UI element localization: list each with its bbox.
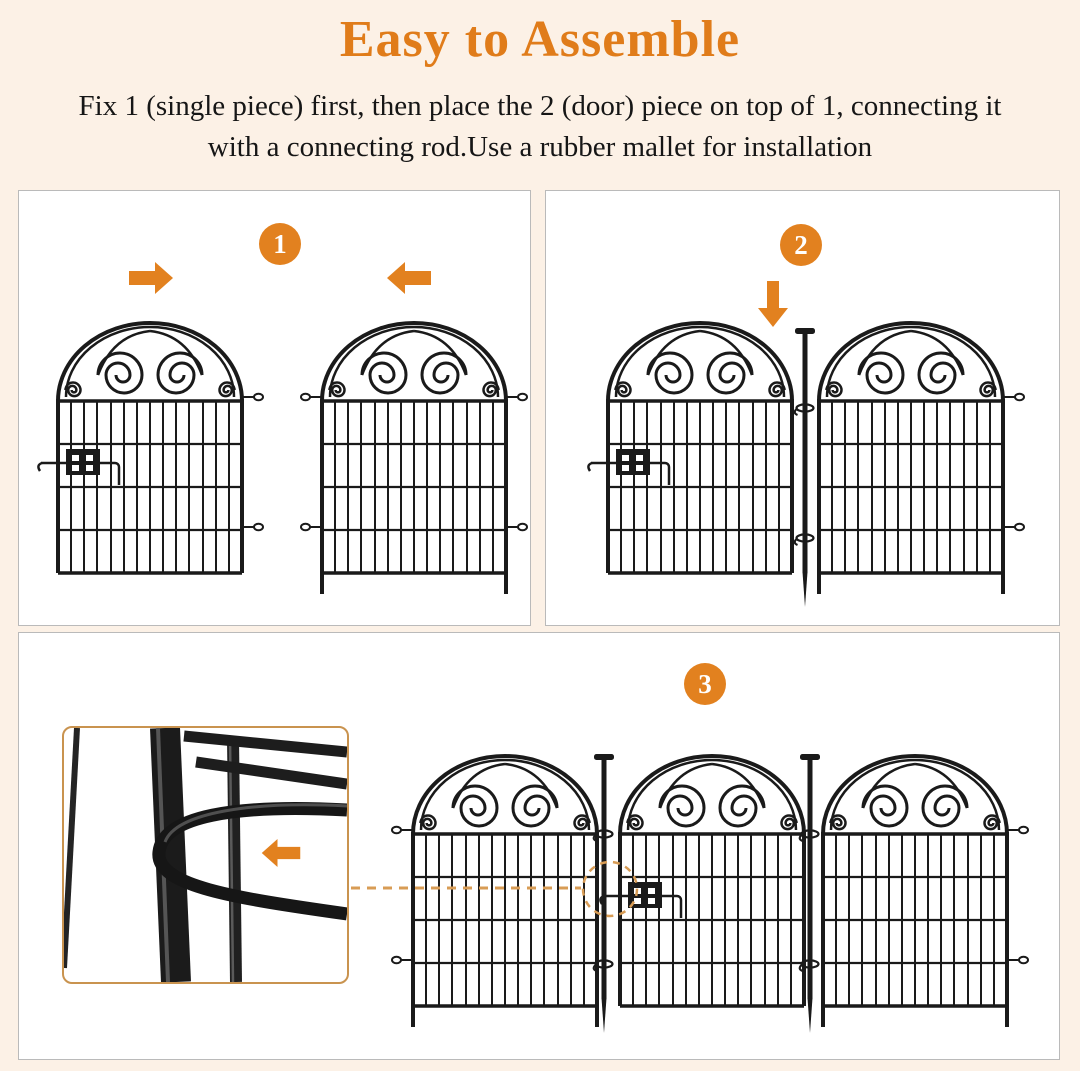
step-3-badge: 3: [684, 663, 726, 705]
single-fence-panel: [796, 321, 1026, 606]
gate-latch: [588, 449, 669, 485]
step-2-badge: 2: [780, 224, 822, 266]
arrow-left-icon: [387, 262, 431, 294]
subtitle-line-1: Fix 1 (single piece) first, then place the 2 (door) piece on top of 1, connecting it: [78, 90, 1002, 122]
arrow-right-icon: [129, 262, 173, 294]
gate-latch: [38, 449, 119, 485]
step-1-panel: [18, 190, 531, 626]
door-fence-panel: [35, 321, 265, 606]
door-fence-panel: [585, 321, 815, 606]
connection-detail-inset: [62, 726, 349, 984]
page-title: Easy to Assemble: [339, 11, 741, 68]
step-1-badge: 1: [259, 223, 301, 265]
step-2-panel: [545, 190, 1060, 626]
single-fence-panel: [299, 321, 529, 606]
connection-closeup-photo: [64, 728, 347, 982]
subtitle: [0, 86, 1080, 168]
arrow-left-icon: [258, 839, 304, 867]
subtitle-line-2: with a connecting rod.Use a rubber mallet for installation: [207, 131, 873, 163]
step-3-panel: [18, 632, 1060, 1060]
